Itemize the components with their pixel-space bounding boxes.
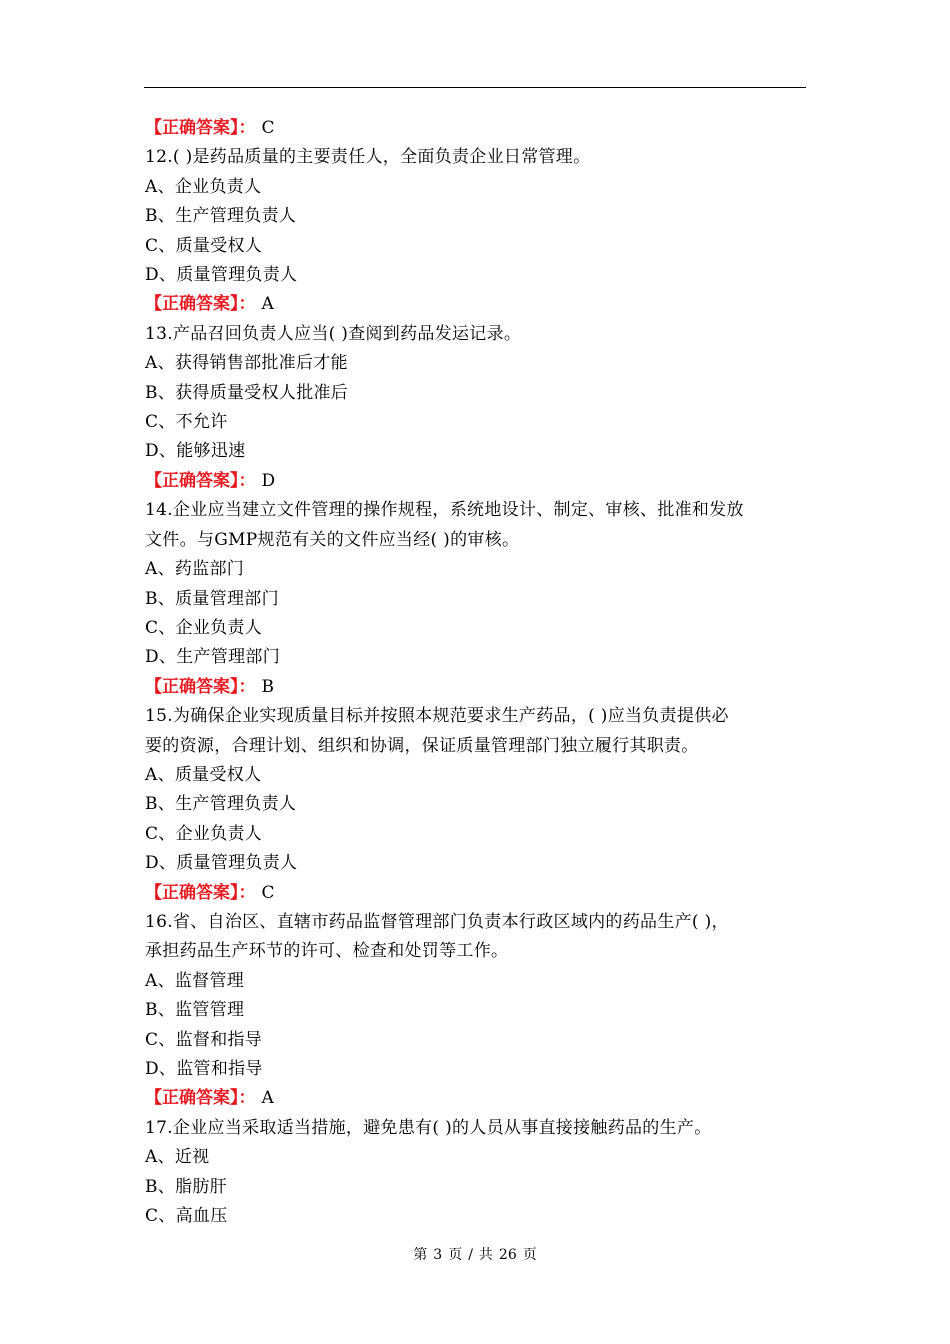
- footer-total-unit: 页: [522, 1247, 537, 1263]
- footer-page-number: 3: [433, 1247, 443, 1263]
- question-block: [145, 1114, 807, 1232]
- answer-line: [145, 673, 807, 702]
- option-item: C、质量受权人: [145, 235, 263, 256]
- footer-page-unit: 页: [448, 1247, 463, 1263]
- option-item: D、监管和指导: [145, 1059, 263, 1079]
- footer-slash: /: [468, 1247, 473, 1263]
- option-item: D、质量管理负责人: [145, 853, 298, 874]
- answer-value: C: [261, 118, 275, 138]
- question-text: 16.省、自治区、直辖市药品监督管理部门负责本行政区域内的药品生产( )，: [145, 911, 729, 932]
- answer-colon: ：: [238, 676, 256, 697]
- answer-colon: ：: [238, 882, 256, 903]
- answer-value: B: [261, 676, 274, 697]
- option-item: D、质量管理负责人: [145, 265, 298, 286]
- answer-value: D: [261, 470, 276, 491]
- question-text: 文件。与GMP规范有关的文件应当经( )的审核。: [145, 529, 520, 550]
- question-block: [145, 702, 807, 908]
- answer-label: 【正确答案】: [145, 676, 239, 697]
- question-block: [145, 320, 807, 496]
- question-text: 14.企业应当建立文件管理的操作规程，系统地设计、制定、审核、批准和发放: [145, 500, 744, 521]
- question-block: [145, 908, 807, 1114]
- footer-total-pages: 26: [498, 1247, 517, 1263]
- answer-label: 【正确答案】: [145, 470, 239, 491]
- answer-line: [145, 879, 807, 908]
- option-item: C、企业负责人: [145, 823, 263, 844]
- option-item: A、药监部门: [145, 559, 245, 580]
- document-body: [145, 114, 807, 1231]
- answer-colon: ：: [238, 118, 256, 138]
- option-item: B、生产管理负责人: [145, 206, 297, 227]
- footer-prefix: 第: [413, 1247, 428, 1263]
- option-item: D、生产管理部门: [145, 647, 281, 668]
- question-text: 17.企业应当采取适当措施，避免患有( )的人员从事直接接触药品的生产。: [145, 1117, 712, 1138]
- option-item: B、质量管理部门: [145, 588, 279, 609]
- page-footer: [0, 1244, 950, 1264]
- answer-value: C: [261, 882, 275, 903]
- answer-colon: ：: [238, 470, 256, 491]
- option-item: A、监督管理: [145, 970, 245, 991]
- option-item: C、不允许: [145, 412, 228, 433]
- question-text: 13.产品召回负责人应当( )查阅到药品发运记录。: [145, 323, 522, 344]
- answer-value: A: [261, 1088, 274, 1109]
- option-item: B、获得质量受权人批准后: [145, 382, 349, 403]
- answer-line: [145, 1084, 807, 1113]
- answer-label: 【正确答案】: [145, 882, 239, 903]
- option-item: B、监管管理: [145, 1000, 245, 1021]
- question-block: [145, 496, 807, 702]
- option-item: B、脂肪肝: [145, 1176, 227, 1197]
- answer-label: 【正确答案】: [145, 294, 239, 315]
- option-item: D、能够迅速: [145, 441, 246, 462]
- answer-colon: ：: [238, 1088, 256, 1109]
- option-item: A、质量受权人: [145, 764, 262, 785]
- option-item: A、获得销售部批准后才能: [145, 353, 348, 374]
- question-text: 15.为确保企业实现质量目标并按照本规范要求生产药品，( )应当负责提供必: [145, 706, 729, 727]
- question-list: [145, 143, 807, 1231]
- answer-line: [145, 290, 807, 319]
- answer-colon: ：: [238, 294, 256, 315]
- question-text: 承担药品生产环节的许可、检查和处罚等工作。: [145, 941, 509, 962]
- header-rule: [144, 87, 806, 88]
- footer-total-prefix: 共: [478, 1247, 493, 1263]
- answer-line: [145, 467, 807, 496]
- question-block: [145, 143, 807, 319]
- option-item: B、生产管理负责人: [145, 794, 297, 815]
- question-text: 12.( )是药品质量的主要责任人，全面负责企业日常管理。: [145, 147, 591, 168]
- answer-value: A: [261, 294, 274, 315]
- option-item: C、企业负责人: [145, 617, 263, 638]
- option-item: A、企业负责人: [145, 176, 262, 197]
- answer-label: 【正确答案】: [145, 1088, 239, 1109]
- answer-line: [145, 114, 807, 143]
- option-item: A、近视: [145, 1147, 210, 1168]
- answer-label: 【正确答案】: [145, 118, 239, 138]
- question-text: 要的资源，合理计划、组织和协调，保证质量管理部门独立履行其职责。: [145, 735, 699, 756]
- option-item: C、高血压: [145, 1206, 228, 1227]
- option-item: C、监督和指导: [145, 1029, 263, 1050]
